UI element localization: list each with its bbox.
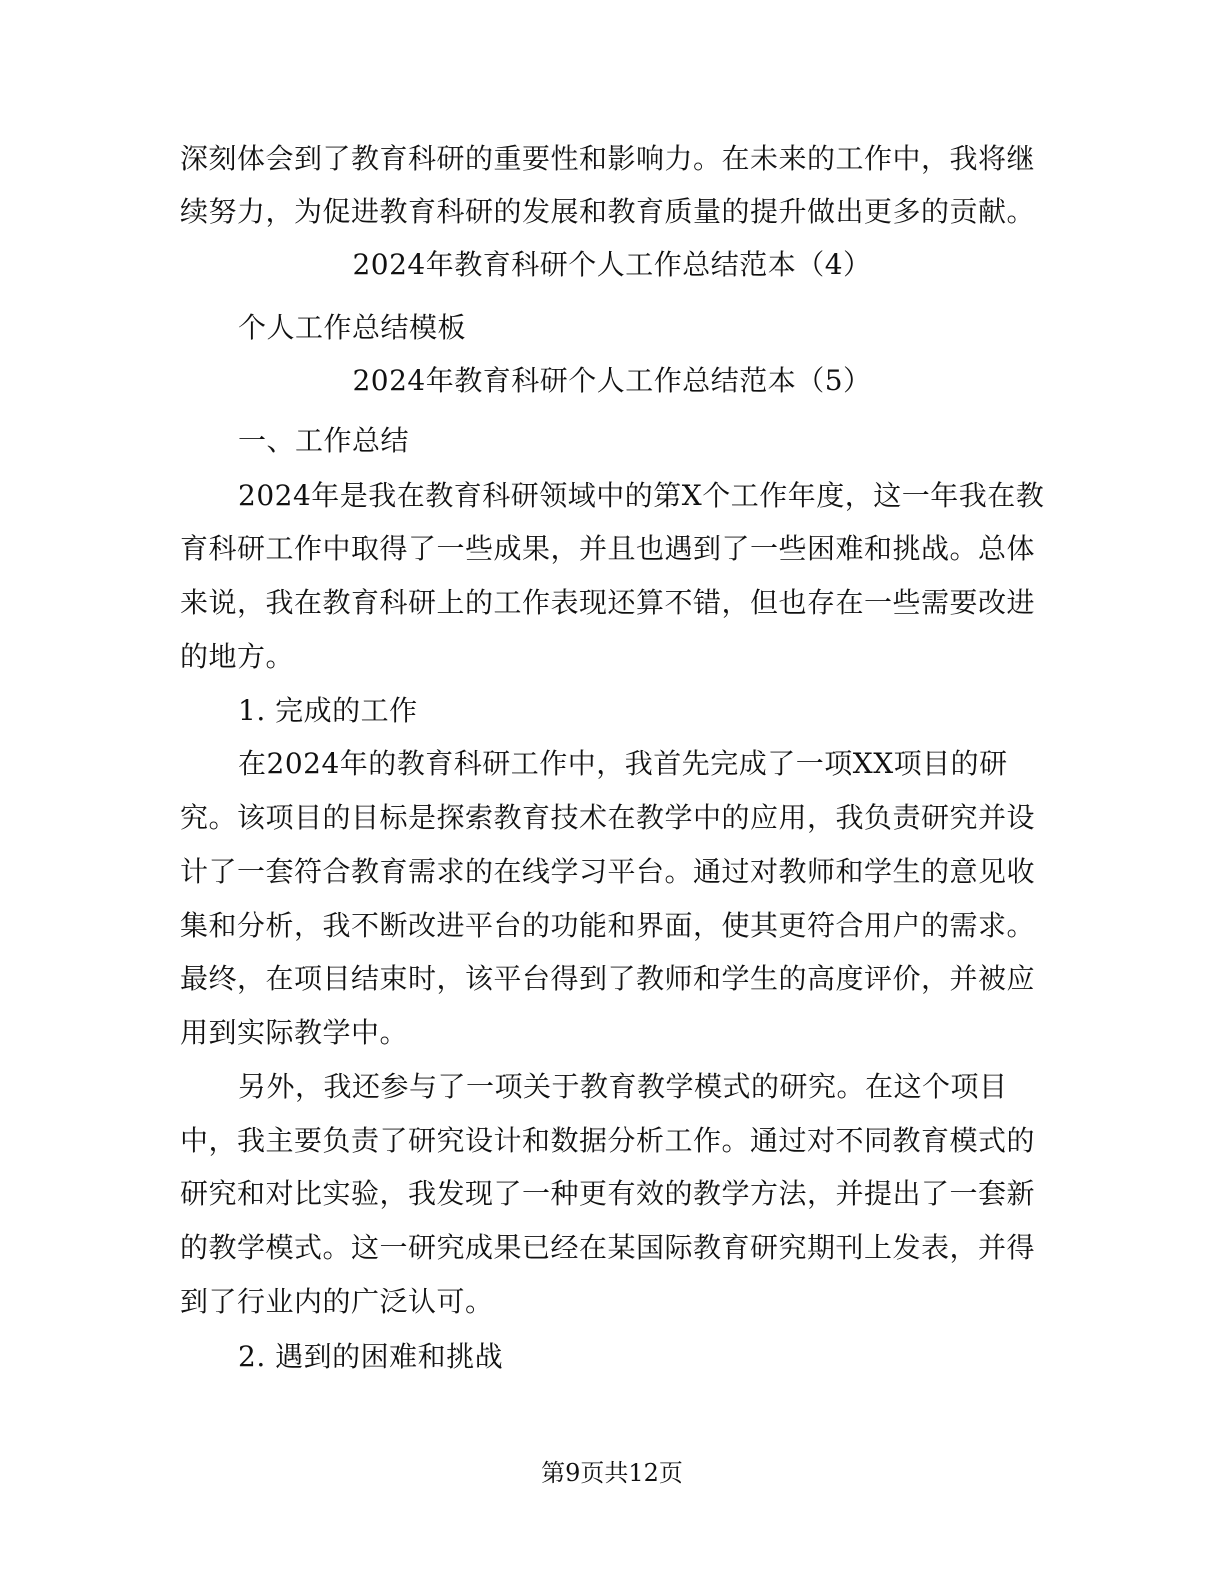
body-text-line: 研究和对比实验，我发现了一种更有效的教学方法，并提出了一套新 (180, 1177, 1036, 1210)
body-text-line: 在2024年的教育科研工作中，我首先完成了一项XX项目的研 (238, 747, 1008, 780)
body-text-line: 的教学模式。这一研究成果已经在某国际教育研究期刊上发表，并得 (180, 1231, 1036, 1264)
subheading: 1. 完成的工作 (238, 694, 418, 727)
body-text-line: 的地方。 (180, 640, 295, 673)
body-text-line: 到了行业内的广泛认可。 (180, 1285, 494, 1318)
body-text-line: 中，我主要负责了研究设计和数据分析工作。通过对不同教育模式的 (180, 1124, 1036, 1157)
subheading: 个人工作总结模板 (238, 311, 467, 344)
body-text-line: 究。该项目的目标是探索教育技术在教学中的应用，我负责研究并设 (180, 801, 1036, 834)
page-number-footer: 第9页共12页 (541, 1459, 683, 1487)
body-text-line: 最终，在项目结束时，该平台得到了教师和学生的高度评价，并被应 (180, 962, 1036, 995)
body-text-line: 2024年是我在教育科研领域中的第X个工作年度，这一年我在教 (238, 479, 1045, 512)
body-text-line: 续努力，为促进教育科研的发展和教育质量的提升做出更多的贡献。 (180, 195, 1036, 228)
body-text-line: 另外，我还参与了一项关于教育教学模式的研究。在这个项目 (238, 1070, 1008, 1103)
subheading: 一、工作总结 (238, 424, 410, 457)
body-text-line: 计了一套符合教育需求的在线学习平台。通过对教师和学生的意见收 (180, 855, 1036, 888)
body-text-line: 用到实际教学中。 (180, 1016, 409, 1049)
body-text-line: 集和分析，我不断改进平台的功能和界面，使其更符合用户的需求。 (180, 909, 1036, 942)
subheading: 2. 遇到的困难和挑战 (238, 1340, 504, 1373)
body-text-line: 深刻体会到了教育科研的重要性和影响力。在未来的工作中，我将继 (180, 142, 1036, 175)
section-heading: 2024年教育科研个人工作总结范本（4） (352, 248, 872, 281)
section-heading: 2024年教育科研个人工作总结范本（5） (352, 364, 872, 397)
body-text-line: 来说，我在教育科研上的工作表现还算不错，但也存在一些需要改进 (180, 586, 1036, 619)
body-text-line: 育科研工作中取得了一些成果，并且也遇到了一些困难和挑战。总体 (180, 532, 1036, 565)
